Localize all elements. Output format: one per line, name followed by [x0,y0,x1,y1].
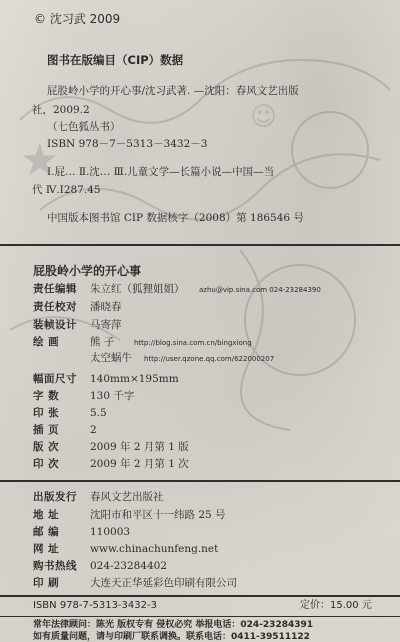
publisher-value: 024-23284402 [90,560,168,572]
credit-label: 幅面尺寸 [33,373,77,385]
credit-label: 印 次 [33,458,60,470]
divider-4 [0,616,400,617]
publisher-value: 沈阳市和平区十一纬路 25 号 [90,509,226,521]
publisher-label: 印 刷 [33,577,60,589]
cip-line-2: 社，2009.2 [32,104,90,116]
credit-label: 绘 画 [33,336,60,348]
credit-value: 马寄萍 [90,319,122,331]
copyright-line: © 沈习武 2009 [34,12,121,26]
credit-value: 熊 子 [90,336,115,348]
legal-notice: 常年法律顾问：陈光 版权专有 侵权必究 举报电话：024-23284391 [33,620,314,630]
publisher-value: 110003 [90,526,131,538]
credit-label: 版 次 [33,441,60,453]
publisher-label: 网 址 [33,543,60,555]
cip-line-1: 屁股岭小学的开心事/沈习武著. —沈阳：春风文艺出版 [47,85,299,97]
credit-label: 责任校对 [33,301,77,313]
divider-3 [0,595,400,597]
publisher-value: 春风文艺出版社 [90,491,164,503]
book-title: 屁股岭小学的开心事 [33,264,142,278]
divider-1 [0,244,400,246]
publisher-label: 出版发行 [33,491,77,503]
cip-verification: 中国版本图书馆 CIP 数据核字（2008）第 186546 号 [47,212,304,224]
credit-value: 140mm×195mm [90,373,179,385]
credit-value: 2009 年 2 月第 1 次 [90,458,189,470]
credit-label: 责任编辑 [33,283,77,295]
credit-label: 印 张 [33,407,60,419]
svg-text:☺: ☺ [250,102,278,132]
cip-heading: 图书在版编目（CIP）数据 [47,53,184,67]
publisher-label: 邮 编 [33,526,60,538]
publisher-label: 购书热线 [33,560,77,572]
credit-label: 插 页 [33,424,60,436]
price: 定价：15.00 元 [300,600,372,611]
divider-2 [0,480,400,482]
credit-contact: http://user.qzone.qq.com/622000207 [144,355,275,363]
cip-classification-2: 代 Ⅳ.I287.45 [32,184,101,196]
publisher-value: 大连天正华延彩色印刷有限公司 [90,577,237,589]
quality-notice: 如有质量问题，请与印刷厂联系调换。联系电话：0411-39511122 [33,632,310,642]
credit-value: 2009 年 2 月第 1 版 [90,441,189,453]
cip-isbn: ISBN 978－7－5313－3432－3 [47,138,208,150]
credit-label: 字 数 [33,390,60,402]
cip-classification-1: Ⅰ.屁… Ⅱ.沈… Ⅲ.儿童文学—长篇小说—中国—当 [47,166,275,178]
credit-label: 装帧设计 [33,319,77,331]
footer-isbn: ISBN 978-7-5313-3432-3 [33,600,157,611]
publisher-label: 地 址 [33,509,60,521]
credit-contact: http://blog.sina.com.cn/bingxiong [134,339,252,347]
credit-value: 130 千字 [90,390,135,402]
credit-contact: azhu@vip.sina.com 024-23284390 [199,286,321,294]
credit-value: 潘晓春 [90,301,122,313]
credit-value: 太空蜗牛 [90,352,132,364]
credit-value: 朱立红（狐狸姐姐） [90,283,185,295]
credit-value: 2 [90,424,97,436]
publisher-website: www.chinachunfeng.net [90,543,219,555]
cip-series: （七色狐丛书） [47,121,121,133]
credit-value: 5.5 [90,407,107,419]
svg-text:★: ★ [20,135,60,186]
